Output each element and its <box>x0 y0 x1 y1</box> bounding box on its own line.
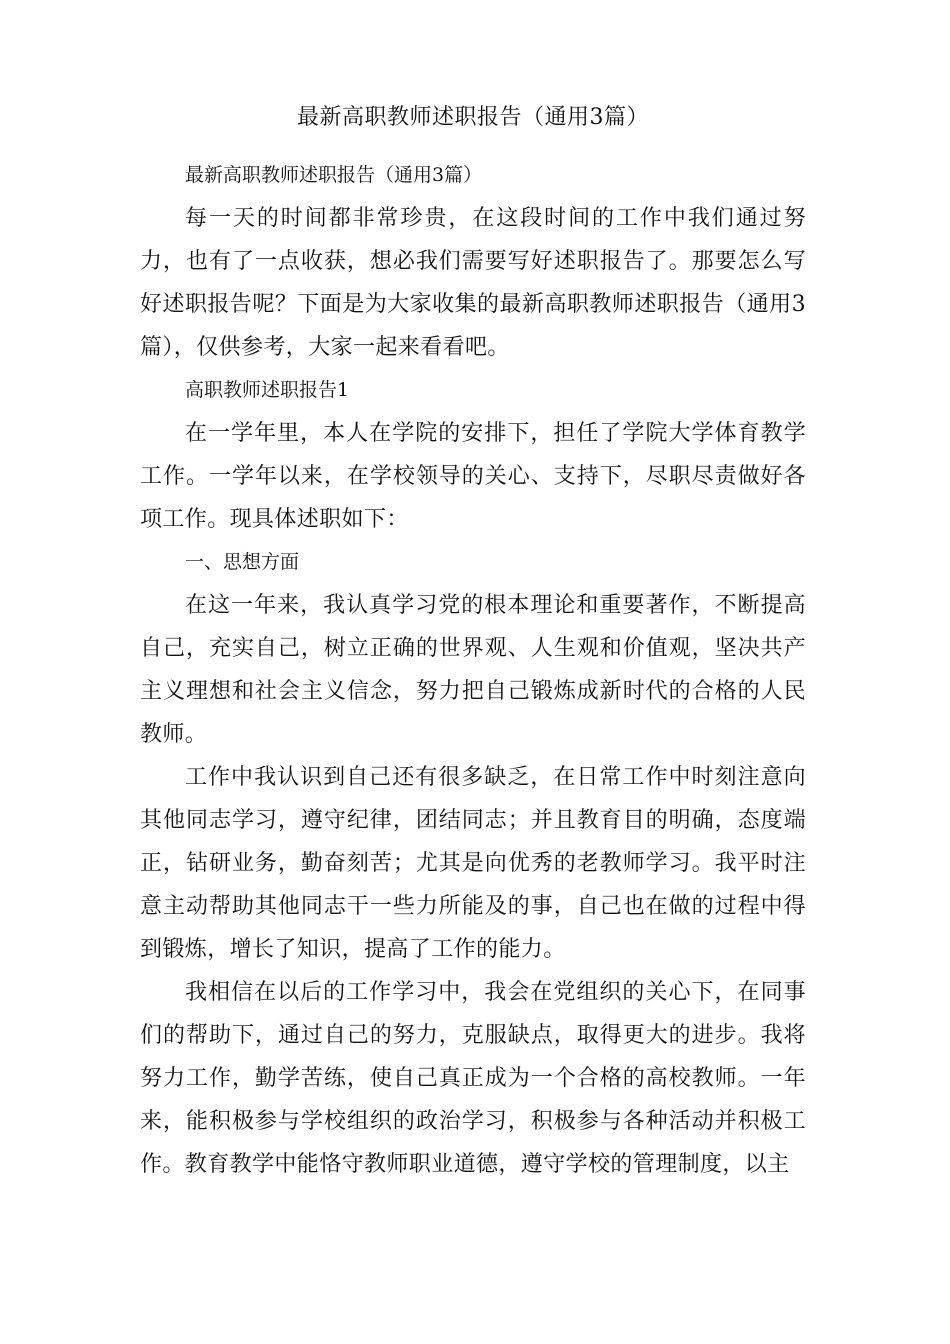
intro-paragraph: 每一天的时间都非常珍贵，在这段时间的工作中我们通过努力，也有了一点收获，想必我们需要写好述职报告了。那要怎么写好述职报告呢？下面是为大家收集的最新高职教师述职报告（通用3篇），仅供参考，大家一起来看看吧。 <box>140 206 806 360</box>
document-title: 最新高职教师述职报告（通用3篇） <box>297 105 649 130</box>
paragraph-4: 我相信在以后的工作学习中，我会在党组织的关心下，在同事们的帮助下，通过自己的努力，克服缺点，取得更大的进步。我将努力工作，勤学苦练，使自己真正成为一个合格的高校教师。一年来，能积极参与学校组织的政治学习，积极参与各种活动并积极工作。教育教学中能恪守教师职业道德，遵守学校的管理制度，以主 <box>140 980 806 1177</box>
section-heading: 高职教师述职报告1 <box>185 379 350 401</box>
paragraph-1: 在一学年里，本人在学院的安排下，担任了学院大学体育教学工作。一学年以来，在学校领导的关心、支持下，尽职尽责做好各项工作。现具体述职如下： <box>140 421 806 532</box>
document-subtitle: 最新高职教师述职报告（通用3篇） <box>185 164 483 186</box>
paragraph-2: 在这一年来，我认真学习党的根本理论和重要著作，不断提高自己，充实自己，树立正确的世界观、人生观和价值观，坚决共产主义理想和社会主义信念，努力把自己锻炼成新时代的合格的人民教师。 <box>140 593 806 747</box>
heading-thought: 一、思想方面 <box>185 551 300 573</box>
document-page <box>140 96 806 1186</box>
paragraph-3: 工作中我认识到自己还有很多缺乏，在日常工作中时刻注意向其他同志学习，遵守纪律，团结同志；并且教育目的明确，态度端正，钻研业务，勤奋刻苦；尤其是向优秀的老教师学习。我平时注意主动帮助其他同志干一些力所能及的事，自己也在做的过程中得到锻炼，增长了知识，提高了工作的能力。 <box>140 765 806 962</box>
